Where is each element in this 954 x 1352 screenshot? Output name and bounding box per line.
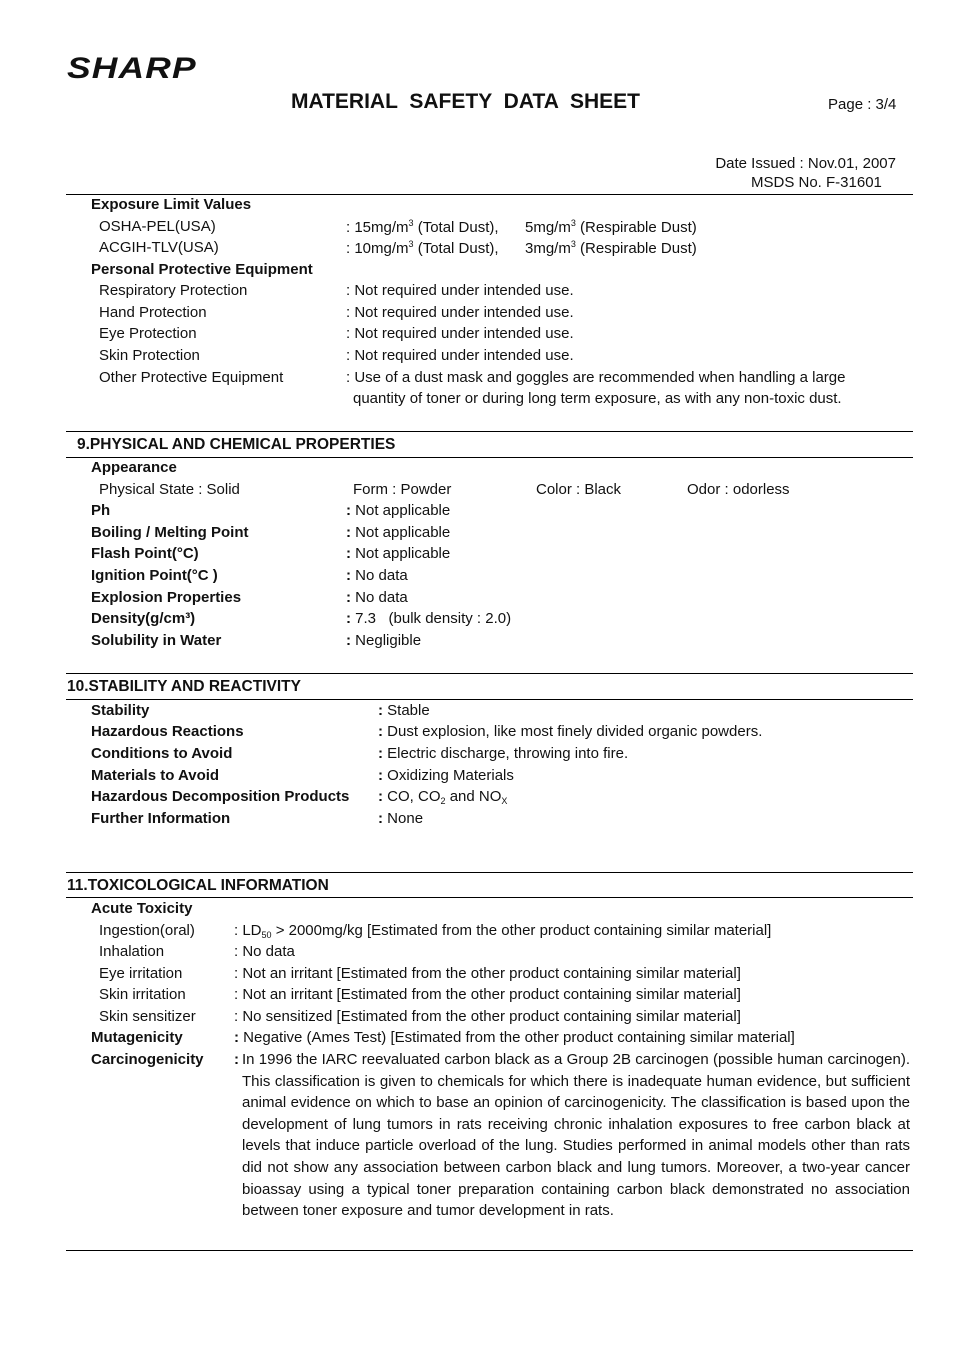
- appearance-heading: Appearance: [91, 459, 177, 476]
- stability-label: Stability: [91, 702, 150, 719]
- carcinogenicity-text: In 1996 the IARC reevaluated carbon black as a Group 2B carcinogen (possible human carcinogen). This classification is given to chemicals for which there is inadequate human evidence, but sufficient animal evidence on which to base an opinion of carcinogenicity. The classification is based upon the development of lung tumors in rats receiving chronic inhalation exposures to free carbon black at levels that induce particle overload of the lung. Studies performed in animal models other than rats did not show any association between carbon black and lung tumors. Moreover, a two-year cancer bioassay using a typical toner preparation containing carbon black demonstrated no association between toner exposure and tumor development in rats.: [242, 1051, 910, 1220]
- ppe-label: Other Protective Equipment: [99, 369, 284, 386]
- property-value: : 7.3 (bulk density : 2.0): [346, 610, 512, 627]
- stability-value: : Stable: [378, 702, 430, 719]
- divider: [66, 431, 913, 432]
- exposure-value: : $15mg/m^3$ (Total Dust),: [346, 218, 499, 236]
- tox-label: Ingestion(oral): [99, 922, 195, 939]
- carcinogenicity-label: Carcinogenicity: [91, 1051, 204, 1068]
- mutagenicity-label: Mutagenicity: [91, 1029, 183, 1046]
- property-value: : Negligible: [346, 632, 422, 649]
- property-label: Ph: [91, 502, 111, 519]
- tox-label: Eye irritation: [99, 965, 183, 982]
- tox-value: : Not an irritant [Estimated from the other product containing similar material]: [234, 986, 741, 1003]
- ppe-label: Respiratory Protection: [99, 282, 248, 299]
- divider: [66, 897, 913, 898]
- section-11-heading: 11.TOXICOLOGICAL INFORMATION: [67, 877, 329, 894]
- exposure-label: ACGIH-TLV(USA): [99, 239, 219, 256]
- stability-label: Hazardous Reactions: [91, 723, 244, 740]
- exposure-heading: Exposure Limit Values: [91, 196, 252, 213]
- stability-value: : Dust explosion, like most finely divided organic powders.: [378, 723, 763, 740]
- ppe-value: : Not required under intended use.: [346, 347, 574, 364]
- property-label: Solubility in Water: [91, 632, 222, 649]
- property-label: Ignition Point(°C ): [91, 567, 218, 584]
- carcinogenicity-colon: :: [234, 1051, 239, 1068]
- exposure-value: : $10mg/m^3$ (Total Dust),: [346, 239, 499, 257]
- divider: [66, 872, 913, 873]
- section-10-heading: 10.STABILITY AND REACTIVITY: [67, 678, 301, 695]
- color: Color : Black: [536, 481, 622, 498]
- form: Form : Powder: [353, 481, 452, 498]
- property-value: : Not applicable: [346, 545, 451, 562]
- divider: [66, 457, 913, 458]
- exposure-label: OSHA-PEL(USA): [99, 218, 216, 235]
- ppe-label: Skin Protection: [99, 347, 200, 364]
- stability-label: Further Information: [91, 810, 231, 827]
- section-9-heading: 9.PHYSICAL AND CHEMICAL PROPERTIES: [77, 436, 396, 453]
- property-label: Explosion Properties: [91, 589, 242, 606]
- odor: Odor : odorless: [687, 481, 790, 498]
- stability-value: : CO, $CO_2$ and $NO_X$: [378, 788, 508, 806]
- exposure-value: $5mg/m^3$ (Respirable Dust): [525, 218, 697, 236]
- exposure-value: $3mg/m^3$ (Respirable Dust): [525, 239, 697, 257]
- property-label: Density(g/cm³): [91, 610, 196, 627]
- property-value: : No data: [346, 567, 408, 584]
- divider: [66, 699, 913, 700]
- divider: [66, 194, 913, 195]
- ppe-value: : Not required under intended use.: [346, 282, 574, 299]
- stability-value: : Electric discharge, throwing into fire.: [378, 745, 629, 762]
- msds-number: MSDS No. F-31601: [751, 174, 882, 191]
- tox-value: : $LD_{50} > 2000mg/kg$ [Estimated from the other product containing similar material]: [234, 922, 772, 940]
- tox-value: : Not an irritant [Estimated from the other product containing similar material]: [234, 965, 741, 982]
- ppe-label: Eye Protection: [99, 325, 197, 342]
- sharp-logo: SHARP: [67, 52, 197, 85]
- ppe-value: : Not required under intended use.: [346, 325, 574, 342]
- stability-label: Conditions to Avoid: [91, 745, 233, 762]
- tox-label: Skin sensitizer: [99, 1008, 196, 1025]
- ppe-value: : Use of a dust mask and goggles are recommended when handling a large: [346, 369, 846, 386]
- ppe-value-continued: quantity of toner or during long term exposure, as with any non-toxic dust.: [353, 390, 842, 407]
- tox-value: : No data: [234, 943, 295, 960]
- mutagenicity-value: : Negative (Ames Test) [Estimated from the other product containing similar material]: [234, 1029, 795, 1046]
- property-value: : Not applicable: [346, 502, 451, 519]
- document-title: MATERIAL SAFETY DATA SHEET: [291, 90, 640, 113]
- property-value: : No data: [346, 589, 408, 606]
- tox-value: : No sensitized [Estimated from the other product containing similar material]: [234, 1008, 741, 1025]
- ppe-value: : Not required under intended use.: [346, 304, 574, 321]
- property-label: Boiling / Melting Point: [91, 524, 249, 541]
- property-value: : Not applicable: [346, 524, 451, 541]
- date-issued: Date Issued : Nov.01, 2007: [715, 155, 896, 172]
- tox-label: Inhalation: [99, 943, 165, 960]
- ppe-label: Hand Protection: [99, 304, 207, 321]
- stability-label: Hazardous Decomposition Products: [91, 788, 350, 805]
- stability-value: : None: [378, 810, 424, 827]
- divider: [66, 673, 913, 674]
- tox-label: Skin irritation: [99, 986, 186, 1003]
- stability-value: : Oxidizing Materials: [378, 767, 514, 784]
- acute-toxicity-heading: Acute Toxicity: [91, 900, 193, 917]
- stability-label: Materials to Avoid: [91, 767, 220, 784]
- page-number: Page : 3/4: [828, 96, 897, 113]
- physical-state: Physical State : Solid: [99, 481, 240, 498]
- ppe-heading: Personal Protective Equipment: [91, 261, 313, 278]
- property-label: Flash Point(°C): [91, 545, 199, 562]
- divider: [66, 1250, 913, 1251]
